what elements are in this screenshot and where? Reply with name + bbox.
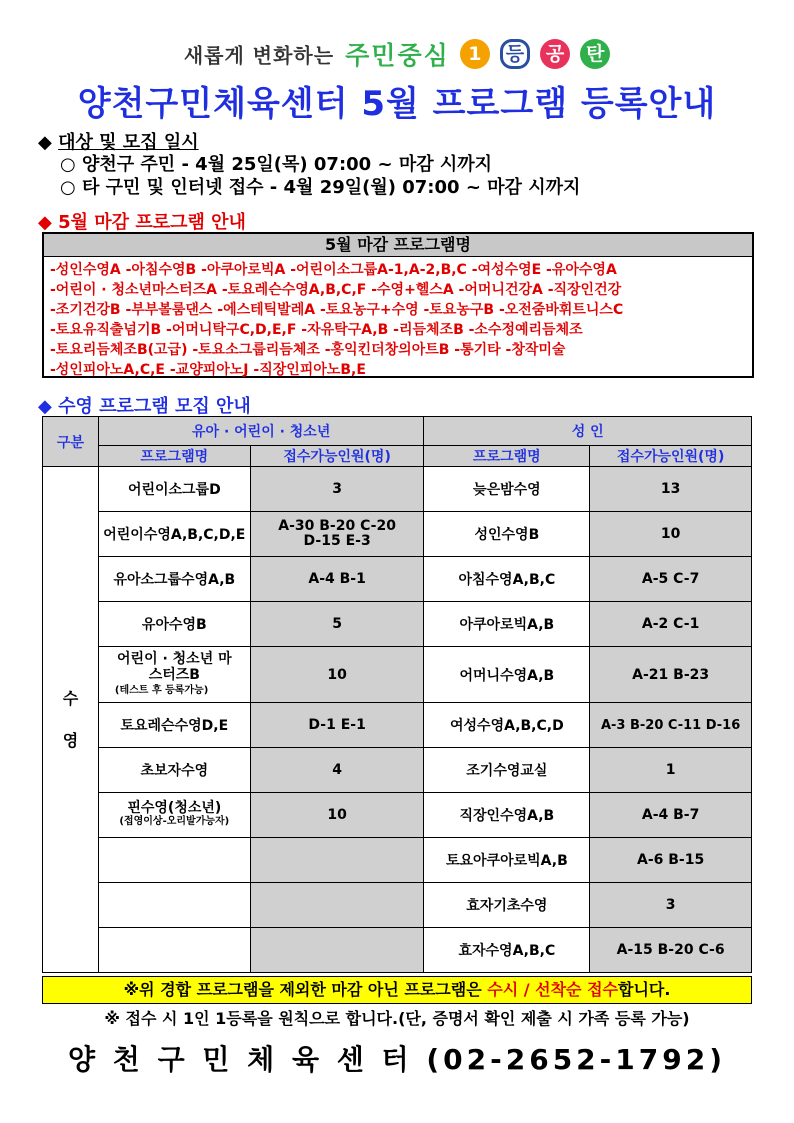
slogan-badge-3: 공 <box>540 39 570 69</box>
kid-capacity <box>250 883 424 928</box>
adult-capacity-header: 접수가능인원(명) <box>590 446 752 467</box>
swim-heading: ◆ 수영 프로그램 모집 안내 <box>38 396 251 417</box>
table-header-row <box>43 417 752 446</box>
kid-capacity: 10 <box>250 793 424 838</box>
diamond-icon: ◆ <box>38 396 59 417</box>
slogan-text: 새롭게 변화하는 <box>183 43 335 68</box>
kid-capacity: 10 <box>250 647 424 703</box>
slogan-badge-4: 탄 <box>580 39 610 69</box>
kid-program-name: 핀수영(청소년) <box>127 800 222 816</box>
slogan-badge-1: 1 <box>460 39 490 69</box>
adult-capacity: A-4 B-7 <box>590 793 752 838</box>
adult-capacity: A-6 B-15 <box>590 838 752 883</box>
kid-program-cell <box>98 647 250 703</box>
table-row <box>43 602 752 647</box>
diamond-icon: ◆ <box>38 212 59 233</box>
adult-capacity: A-15 B-20 C-6 <box>590 928 752 973</box>
kids-program-header: 프로그램명 <box>98 446 250 467</box>
adult-capacity: A-3 B-20 C-11 D-16 <box>590 703 752 748</box>
closing-line: -조기건강B -부부볼룸댄스 -에스테틱발레A -토요농구+수영 -토요농구B -오전줌바휘트니스C <box>50 302 624 318</box>
table-subheader-row <box>43 446 752 467</box>
closing-line: -토요유직출넘기B -어머니탁구C,D,E,F -자유탁구A,B -리듬체조B -소수정예리듬체조 <box>50 322 583 338</box>
closing-program-list <box>44 257 752 383</box>
adult-capacity: A-21 B-23 <box>590 647 752 703</box>
table-row <box>43 703 752 748</box>
diamond-icon: ◆ <box>38 132 59 153</box>
closing-heading: ◆ 5월 마감 프로그램 안내 <box>38 212 246 233</box>
kid-program-name: 유아소그룹수영A,B <box>98 557 250 602</box>
kid-capacity: A-30 B-20 C-20 D-15 E-3 <box>250 512 424 557</box>
adult-capacity: 1 <box>590 748 752 793</box>
adult-program-name: 아침수영A,B,C <box>424 557 590 602</box>
notice-highlight: 수시 / 선착순 접수 <box>487 980 618 999</box>
first-come-notice: ※위 경합 프로그램을 제외한 마감 아닌 프로그램은 수시 / 선착순 접수합니다. <box>42 976 752 1004</box>
kid-program-note: (테스트 후 등록가능) <box>114 684 209 696</box>
kid-program-name: 어린이 · 청소년 마스터즈B <box>117 650 232 683</box>
schedule-item: ○ 타 구민 및 인터넷 접수 - 4월 29일(월) 07:00 ~ 마감 시까지 <box>60 177 581 198</box>
kid-program-name <box>98 883 250 928</box>
adult-program-name: 여성수영A,B,C,D <box>424 703 590 748</box>
adult-program-name: 늦은밤수영 <box>424 467 590 512</box>
adult-group-header: 성 인 <box>424 417 752 446</box>
closing-program-box <box>42 232 754 378</box>
schedule-item: ○ 양천구 주민 - 4월 25일(목) 07:00 ~ 마감 시까지 <box>60 154 493 175</box>
category-cell: 수 영 <box>43 467 99 973</box>
adult-program-name: 토요아쿠아로빅A,B <box>424 838 590 883</box>
swim-program-table <box>42 416 752 973</box>
adult-program-name: 조기수영교실 <box>424 748 590 793</box>
adult-capacity: A-5 C-7 <box>590 557 752 602</box>
schedule-heading: ◆ 대상 및 모집 일시 <box>38 132 199 153</box>
table-row <box>43 748 752 793</box>
adult-program-name: 효자수영A,B,C <box>424 928 590 973</box>
registration-rule: ※ 접수 시 1인 1등록을 원칙으로 합니다.(단, 증명서 확인 제출 시 가족 등록 가능) <box>104 1009 690 1028</box>
kids-group-header: 유아 · 어린이 · 청소년 <box>98 417 424 446</box>
kid-program-name <box>98 928 250 973</box>
kid-capacity <box>250 928 424 973</box>
kid-program-name: 토요레슨수영D,E <box>98 703 250 748</box>
adult-program-name: 아쿠아로빅A,B <box>424 602 590 647</box>
kid-capacity <box>250 838 424 883</box>
kid-capacity: D-1 E-1 <box>250 703 424 748</box>
kid-capacity: 3 <box>250 467 424 512</box>
closing-line: -어린이 · 청소년마스터즈A -토요레슨수영A,B,C,F -수영+헬스A -어머니건강A -직장인건강 <box>50 282 622 298</box>
adult-capacity: 13 <box>590 467 752 512</box>
table-row <box>43 883 752 928</box>
table-row <box>43 647 752 703</box>
table-row <box>43 838 752 883</box>
adult-program-name: 어머니수영A,B <box>424 647 590 703</box>
contact-info: 양 천 구 민 체 육 센 터 (02-2652-1792) <box>67 1043 727 1076</box>
table-row <box>43 467 752 512</box>
kid-program-name: 어린이소그룹D <box>98 467 250 512</box>
slogan-badge-2: 등 <box>500 39 530 69</box>
adult-program-name: 성인수영B <box>424 512 590 557</box>
kid-program-name: 초보자수영 <box>98 748 250 793</box>
table-row <box>43 793 752 838</box>
page-title: 양천구민체육센터 5월 프로그램 등록안내 <box>77 84 717 124</box>
closing-line: -토요리듬체조B(고급) -토요소그룹리듬체조 -홍익킨더창의아트B -통기타 -창작미술 <box>50 342 566 358</box>
kid-capacity: 5 <box>250 602 424 647</box>
table-row <box>43 512 752 557</box>
closing-line: -성인피아노A,C,E -교양피아노J -직장인피아노B,E <box>50 362 366 378</box>
closing-line: -성인수영A -아침수영B -아쿠아로빅A -어린이소그룹A-1,A-2,B,C -여성수영E -유아수영A <box>50 262 617 278</box>
kid-program-name: 유아수영B <box>98 602 250 647</box>
adult-capacity: 10 <box>590 512 752 557</box>
adult-capacity: A-2 C-1 <box>590 602 752 647</box>
slogan-highlight: 주민중심 <box>345 41 450 70</box>
kids-capacity-header: 접수가능인원(명) <box>250 446 424 467</box>
kid-capacity: A-4 B-1 <box>250 557 424 602</box>
slogan-banner <box>0 36 794 70</box>
kid-program-note: (접영이상-오리발가능자) <box>119 816 230 827</box>
adult-program-name: 효자기초수영 <box>424 883 590 928</box>
kid-capacity: 4 <box>250 748 424 793</box>
kid-program-name: 어린이수영A,B,C,D,E <box>98 512 250 557</box>
closing-box-header: 5월 마감 프로그램명 <box>44 234 752 257</box>
table-row <box>43 557 752 602</box>
adult-capacity: 3 <box>590 883 752 928</box>
kid-program-name <box>98 838 250 883</box>
table-row <box>43 928 752 973</box>
gubun-header: 구분 <box>43 417 99 467</box>
adult-program-header: 프로그램명 <box>424 446 590 467</box>
adult-program-name: 직장인수영A,B <box>424 793 590 838</box>
kid-program-cell <box>98 793 250 838</box>
